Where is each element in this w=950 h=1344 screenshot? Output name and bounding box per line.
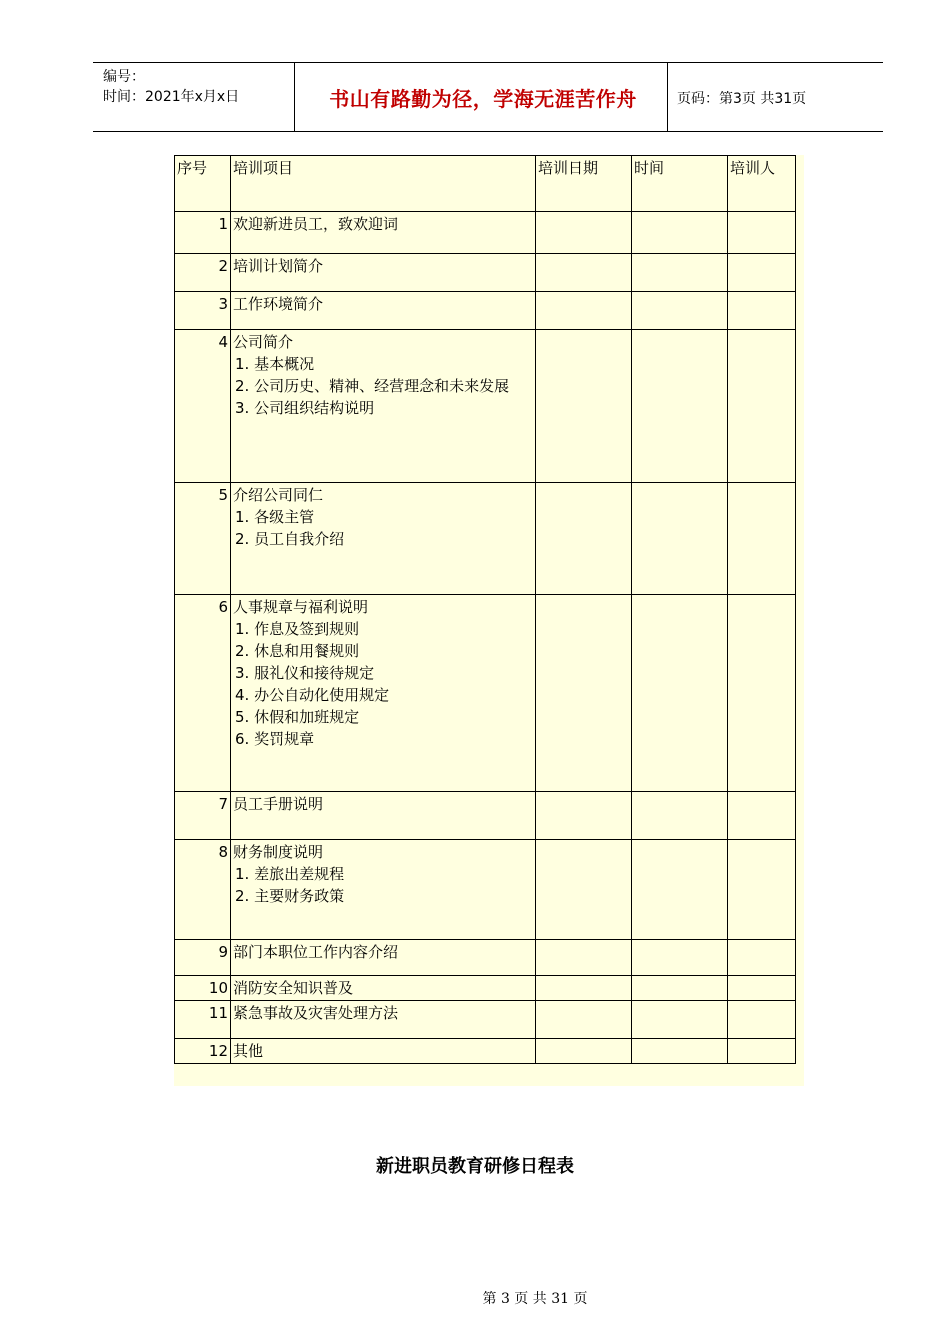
header-motto: 书山有路勤为径，学海无涯苦作舟	[329, 87, 637, 111]
training-date-cell	[536, 792, 632, 840]
trainer-cell	[728, 840, 796, 940]
trainer-cell	[728, 1039, 796, 1064]
row-number: 8	[175, 840, 231, 940]
table-row	[175, 792, 796, 840]
trainer-cell	[728, 212, 796, 254]
time-cell	[632, 254, 728, 292]
training-subitem: 2. 公司历史、精神、经营理念和未来发展	[235, 377, 510, 395]
training-item-title: 紧急事故及灾害处理方法	[233, 1004, 399, 1022]
trainer-cell	[728, 330, 796, 483]
training-subitem: 3. 公司组织结构说明	[235, 399, 375, 417]
header-number-label: 编号：	[103, 69, 145, 85]
column-header: 培训日期	[536, 156, 632, 212]
training-item-cell	[231, 792, 536, 840]
time-cell	[632, 1039, 728, 1064]
time-cell	[632, 292, 728, 330]
time-cell	[632, 595, 728, 792]
training-item-title: 欢迎新进员工，致欢迎词	[233, 215, 399, 233]
row-number: 2	[175, 254, 231, 292]
training-subitem: 2. 员工自我介绍	[235, 530, 345, 548]
table-row	[175, 940, 796, 976]
time-cell	[632, 840, 728, 940]
training-item-cell	[231, 212, 536, 254]
trainer-cell	[728, 1001, 796, 1039]
training-item-title: 消防安全知识普及	[233, 979, 354, 997]
row-number: 6	[175, 595, 231, 792]
training-date-cell	[536, 1001, 632, 1039]
time-cell	[632, 483, 728, 595]
document-title: 新进职员教育研修日程表	[376, 1156, 574, 1177]
row-number: 3	[175, 292, 231, 330]
training-subitem: 5. 休假和加班规定	[235, 708, 360, 726]
time-cell	[632, 792, 728, 840]
time-cell	[632, 212, 728, 254]
training-item-cell	[231, 976, 536, 1001]
time-cell	[632, 940, 728, 976]
header-divider	[667, 63, 668, 131]
training-subitem: 2. 主要财务政策	[235, 887, 345, 905]
table-row	[175, 1039, 796, 1064]
row-number: 1	[175, 212, 231, 254]
table-row	[175, 212, 796, 254]
training-item-cell	[231, 292, 536, 330]
table-header-row	[175, 156, 796, 212]
trainer-cell	[728, 483, 796, 595]
training-date-cell	[536, 1039, 632, 1064]
row-number: 5	[175, 483, 231, 595]
header-page-info: 页码：第3页 共31页	[677, 91, 807, 107]
table-row	[175, 976, 796, 1001]
training-item-title: 财务制度说明	[233, 843, 324, 861]
training-item-title: 公司简介	[233, 333, 294, 351]
time-cell	[632, 976, 728, 1001]
training-item-cell	[231, 940, 536, 976]
trainer-cell	[728, 792, 796, 840]
table-row	[175, 840, 796, 940]
training-date-cell	[536, 292, 632, 330]
training-item-title: 员工手册说明	[233, 795, 324, 813]
training-item-cell	[231, 330, 536, 483]
training-date-cell	[536, 940, 632, 976]
trainer-cell	[728, 292, 796, 330]
trainer-cell	[728, 940, 796, 976]
training-item-title: 培训计划简介	[233, 257, 324, 275]
row-number: 11	[175, 1001, 231, 1039]
training-subitem: 1. 作息及签到规则	[235, 620, 360, 638]
training-date-cell	[536, 212, 632, 254]
training-subitem: 1. 基本概况	[235, 355, 315, 373]
schedule-table-area	[174, 155, 804, 1086]
page-header	[93, 62, 883, 132]
table-row	[175, 254, 796, 292]
time-cell	[632, 330, 728, 483]
header-divider	[294, 63, 295, 131]
training-item-cell	[231, 1001, 536, 1039]
schedule-table	[174, 155, 796, 1064]
training-subitem: 1. 各级主管	[235, 508, 315, 526]
header-left	[103, 67, 239, 107]
column-header: 培训项目	[231, 156, 536, 212]
row-number: 7	[175, 792, 231, 840]
training-item-cell	[231, 840, 536, 940]
training-item-cell	[231, 254, 536, 292]
header-time-label: 时间：2021年x月x日	[103, 89, 240, 105]
training-date-cell	[536, 330, 632, 483]
time-cell	[632, 1001, 728, 1039]
training-item-title: 部门本职位工作内容介绍	[233, 943, 399, 961]
training-item-title: 工作环境简介	[233, 295, 324, 313]
training-date-cell	[536, 483, 632, 595]
table-edge-line	[795, 155, 796, 1061]
row-number: 9	[175, 940, 231, 976]
table-row	[175, 330, 796, 483]
training-subitem: 3. 服礼仪和接待规定	[235, 664, 375, 682]
row-number: 12	[175, 1039, 231, 1064]
training-date-cell	[536, 976, 632, 1001]
training-item-title: 其他	[233, 1042, 264, 1060]
training-subitem: 6. 奖罚规章	[235, 730, 315, 748]
training-date-cell	[536, 840, 632, 940]
training-date-cell	[536, 595, 632, 792]
table-row	[175, 1001, 796, 1039]
column-header: 序号	[175, 156, 231, 212]
trainer-cell	[728, 976, 796, 1001]
table-row	[175, 595, 796, 792]
trainer-cell	[728, 595, 796, 792]
column-header: 时间	[632, 156, 728, 212]
training-subitem: 2. 休息和用餐规则	[235, 642, 360, 660]
page-footer: 第 3 页 共 31 页	[482, 1291, 588, 1307]
training-item-cell	[231, 1039, 536, 1064]
training-item-cell	[231, 595, 536, 792]
training-date-cell	[536, 254, 632, 292]
table-row	[175, 292, 796, 330]
training-item-title: 介绍公司同仁	[233, 486, 324, 504]
table-row	[175, 483, 796, 595]
row-number: 10	[175, 976, 231, 1001]
trainer-cell	[728, 254, 796, 292]
column-header: 培训人	[728, 156, 796, 212]
training-subitem: 4. 办公自动化使用规定	[235, 686, 390, 704]
training-item-title: 人事规章与福利说明	[233, 598, 369, 616]
row-number: 4	[175, 330, 231, 483]
training-subitem: 1. 差旅出差规程	[235, 865, 345, 883]
training-item-cell	[231, 483, 536, 595]
